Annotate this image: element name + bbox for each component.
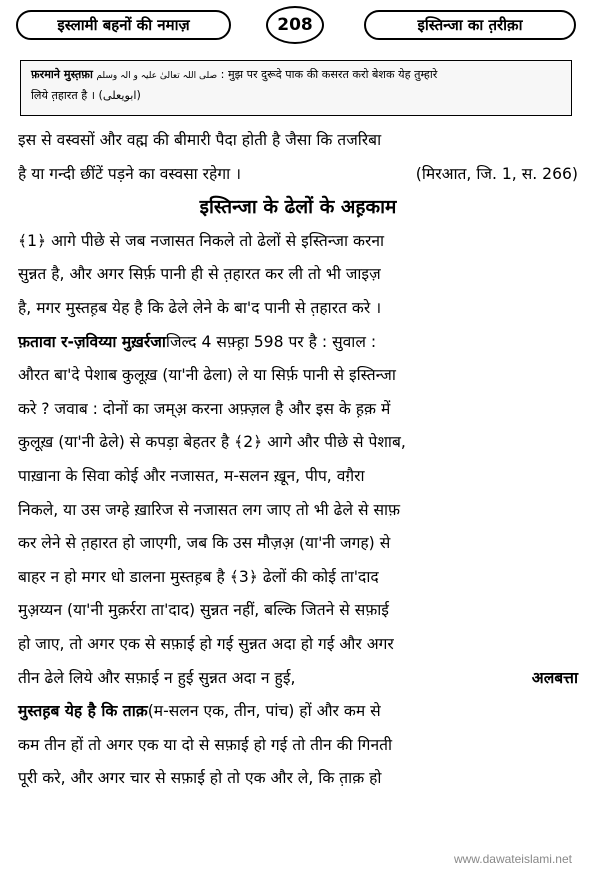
hadith-lead: फ़रमाने मुस्त़फ़ा <box>31 68 93 81</box>
hadith-box <box>20 60 572 116</box>
hadith-arabic: صلی اللہ تعالیٰ علیہ و الہ وسلم <box>96 71 218 81</box>
text-line: कुलूख़ (या'नी ढेले) से कपड़ा बेहतर है ﴾2﴿ आगे और पीछे से पेशाब, <box>18 433 406 452</box>
text-line: पूरी करे, और अगर चार से सफ़ाई हो तो एक और ले, कि त़ाक़ हो <box>18 769 382 788</box>
fatawa-title: फ़तावा र-ज़विय्या मुख़र्रजा <box>18 332 166 351</box>
text-line: बाहर न हो मगर धो डालना मुस्तह़ब है ﴾3﴿ ढेलों की कोई ता'दाद <box>18 567 379 586</box>
chapter-title: इस्तिन्जा का त़रीक़ा <box>364 10 576 40</box>
text-line: पाख़ाना के सिवा कोई और नजासत, म-सलन ख़ून, पीप, वग़ैरा <box>18 466 365 485</box>
website-footer: www.dawateislami.net <box>453 852 572 866</box>
page-header <box>16 10 576 44</box>
text-line: तीन ढेले लिये और सफ़ाई न हुई सुन्नत अदा न हुई, अलबत्ता <box>18 668 578 687</box>
text-line: हो जाए, तो अगर एक से सफ़ाई हो गई सुन्नत अदा हो गई और अगर <box>18 634 394 653</box>
text-line: मुस्तह़ब येह है कि ताक़ (म-सलन एक, तीन, पांच) हों और कम से <box>18 702 381 721</box>
text-line: कर लेने से त़हारत हो जाएगी, जब कि उस मौज़अ़ (या'नी जगह) से <box>18 534 391 553</box>
text-line: सुन्नत है, और अगर सिर्फ़ पानी ही से त़हारत कर ली तो भी जाइज़ <box>18 265 381 284</box>
page-number: 208 <box>266 6 324 44</box>
text-line: फ़तावा र-ज़विय्या मुख़र्रजा जिल्द 4 सफ़्ह़ा 598 पर है : सुवाल : <box>18 326 578 360</box>
text-line: इस से वस्वसों और वह्म की बीमारी पैदा होती है जैसा कि तजरिबा <box>18 131 382 149</box>
book-title: इस्लामी बहनों की नमाज़ <box>16 10 231 40</box>
text-line: ﴾1﴿ आगे पीछे से जब नजासत निकले तो ढेलों से इस्तिन्जा करना <box>18 231 385 250</box>
citation: (मिरआत, जि. 1, स. 266) <box>415 164 578 183</box>
section-heading: इस्तिन्जा के ढेलों के अह़काम <box>199 196 397 219</box>
text-line: मुअ़य्यन (या'नी मुक़र्ररा ता'दाद) सुन्नत नहीं, बल्कि जितने से सफ़ाई <box>18 601 389 620</box>
text-line: है, मगर मुस्तह़ब येह है कि ढेले लेने के बा'द पानी से त़हारत करे । <box>18 298 382 317</box>
text-line: करे ? जवाब : दोनों का जम्अ़ करना अफ़्ज़ल है और इस के ह़क़ में <box>18 399 391 418</box>
text-line: कम तीन हों तो अगर एक या दो से सफ़ाई हो गई तो तीन की गिनती <box>18 735 393 754</box>
text-line: औरत बा'दे पेशाब कुलूख़ (या'नी ढेला) ले या सिर्फ़ पानी से इस्तिन्जा <box>18 366 396 385</box>
body-text <box>18 124 578 796</box>
text-line: निकले, या उस जग्हे ख़ारिज से नजासत लग जाए तो भी ढेले से साफ़ <box>18 500 401 519</box>
text-line: है या गन्दी छींटें पड़ने का वस्वसा रहेगा । (मिरआत, जि. 1, स. 266) <box>18 158 578 192</box>
hadith-text-2: लिये त़हारत है । (ابویعلی) <box>31 89 141 102</box>
hadith-text-1: : मुझ पर दुरूदे पाक की कसरत करो बेशक येह तुम्हारे <box>220 68 438 81</box>
